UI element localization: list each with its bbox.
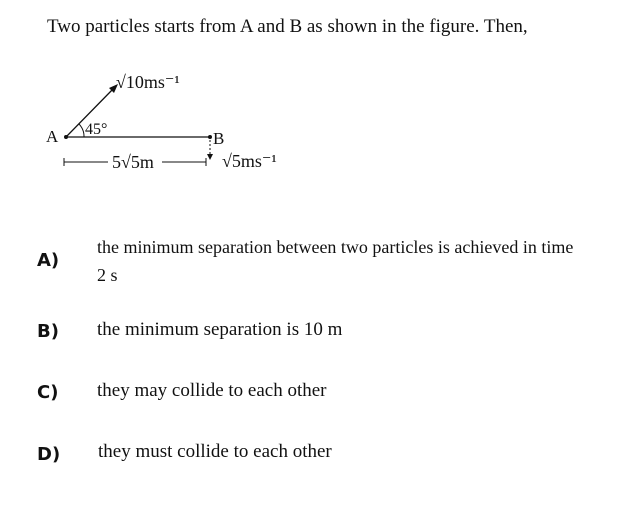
- option-d-letter[interactable]: D): [37, 444, 61, 465]
- point-b: [208, 135, 212, 139]
- motion-figure: [40, 60, 320, 180]
- figure-diagram: [40, 60, 320, 180]
- label-a: A: [46, 127, 59, 146]
- option-c-text[interactable]: they may collide to each other: [97, 380, 327, 401]
- angle-arc: [79, 124, 84, 137]
- label-b: B: [213, 129, 225, 148]
- angle-label: 45°: [85, 121, 108, 138]
- option-b-letter[interactable]: B): [37, 321, 59, 342]
- option-a-text[interactable]: the minimum separation between two particles is achieved in time 2 s: [97, 237, 574, 285]
- velocity-a-label: √10ms⁻¹: [116, 72, 180, 92]
- question-text: Two particles starts from A and B as shown in the figure. Then,: [47, 16, 528, 37]
- distance-label: 5√5m: [112, 152, 154, 172]
- option-d-text[interactable]: they must collide to each other: [98, 441, 332, 462]
- option-b-text[interactable]: the minimum separation is 10 m: [97, 319, 343, 340]
- velocity-b-label: √5ms⁻¹: [222, 151, 277, 171]
- option-a-letter[interactable]: A): [37, 250, 60, 271]
- point-a: [64, 135, 68, 139]
- velocity-b-arrowhead: [207, 154, 213, 160]
- option-c-letter[interactable]: C): [37, 382, 59, 403]
